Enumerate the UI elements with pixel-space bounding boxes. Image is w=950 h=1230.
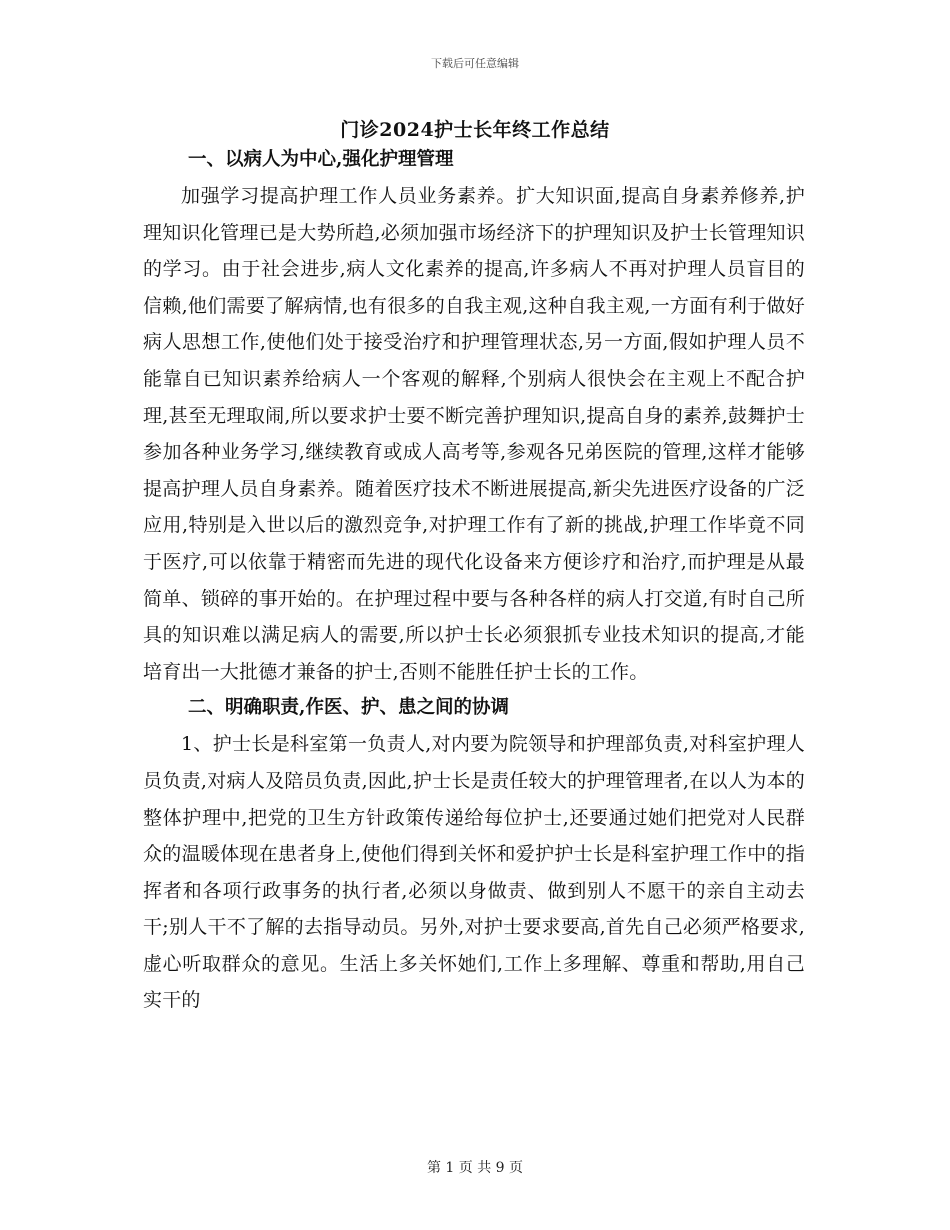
document-title: 门诊2024护士长年终工作总结 [340,119,610,141]
page-number: 第 1 页 共 9 页 [426,1160,524,1176]
section-2-paragraph: 1、护士长是科室第一负责人,对内要为院领导和护理部负责,对科室护理人员负责,对病人及陪员负责,因此,护士长是责任较大的护理管理者,在以人为本的整体护理中,把党的卫生方针政策传递给每位护士,还要通过她们把党对人民群众的温暖体现在患者身上,使他们得到关怀和爱护护士长是科室护理工作中的指挥者和各项行政事务的执行者,必须以身做责、做到别人不愿干的亲自主动去干;别人干不了解的去指导动员。另外,对护士要求要高,首先自己必须严格要求,虚心听取群众的意见。生活上多关怀她们,工作上多理解、尊重和帮助,用自己实干的 [143,733,805,1012]
section-heading-2: 二、明确职责,作医、护、患之间的协调 [188,697,509,719]
document-body [143,142,805,1019]
section-heading-1: 一、以病人为中心,强化护理管理 [188,149,454,170]
section-1-paragraph: 加强学习提高护理工作人员业务素养。扩大知识面,提高自身素养修养,护理知识化管理已是大势所趋,必须加强市场经济下的护理知识及护士长管理知识的学习。由于社会进步,病人文化素养的提高,许多病人不再对护理人员盲目的信赖,他们需要了解病情,也有很多的自我主观,这种自我主观,一方面有利于做好病人思想工作,使他们处于接受治疗和护理管理状态,另一方面,假如护理人员不能靠自已知识素养给病人一个客观的解释,个别病人很快会在主观上不配合护理,甚至无理取闹,所以要求护士要不断完善护理知识,提高自身的素养,鼓舞护士参加各种业务学习,继续教育或成人高考等,参观各兄弟医院的管理,这样才能够提高护理人员自身素养。随着医疗技术不断进展提高,新尖先进医疗设备的广泛应用,特别是入世以后的激烈竞争,对护理工作有了新的挑战,护理工作毕竟不同于医疗,可以依靠于精密而先进的现代化设备来方便诊疗和治疗,而护理是从最简单、锁碎的事开始的。在护理过程中要与各种各样的病人打交道,有时自己所具的知识难以满足病人的需要,所以护士长必须狠抓专业技术知识的提高,才能培育出一大批德才兼备的护士,否则不能胜任护士长的工作。 [143,185,805,683]
page-header-note: 下载后可任意编辑 [431,57,519,70]
